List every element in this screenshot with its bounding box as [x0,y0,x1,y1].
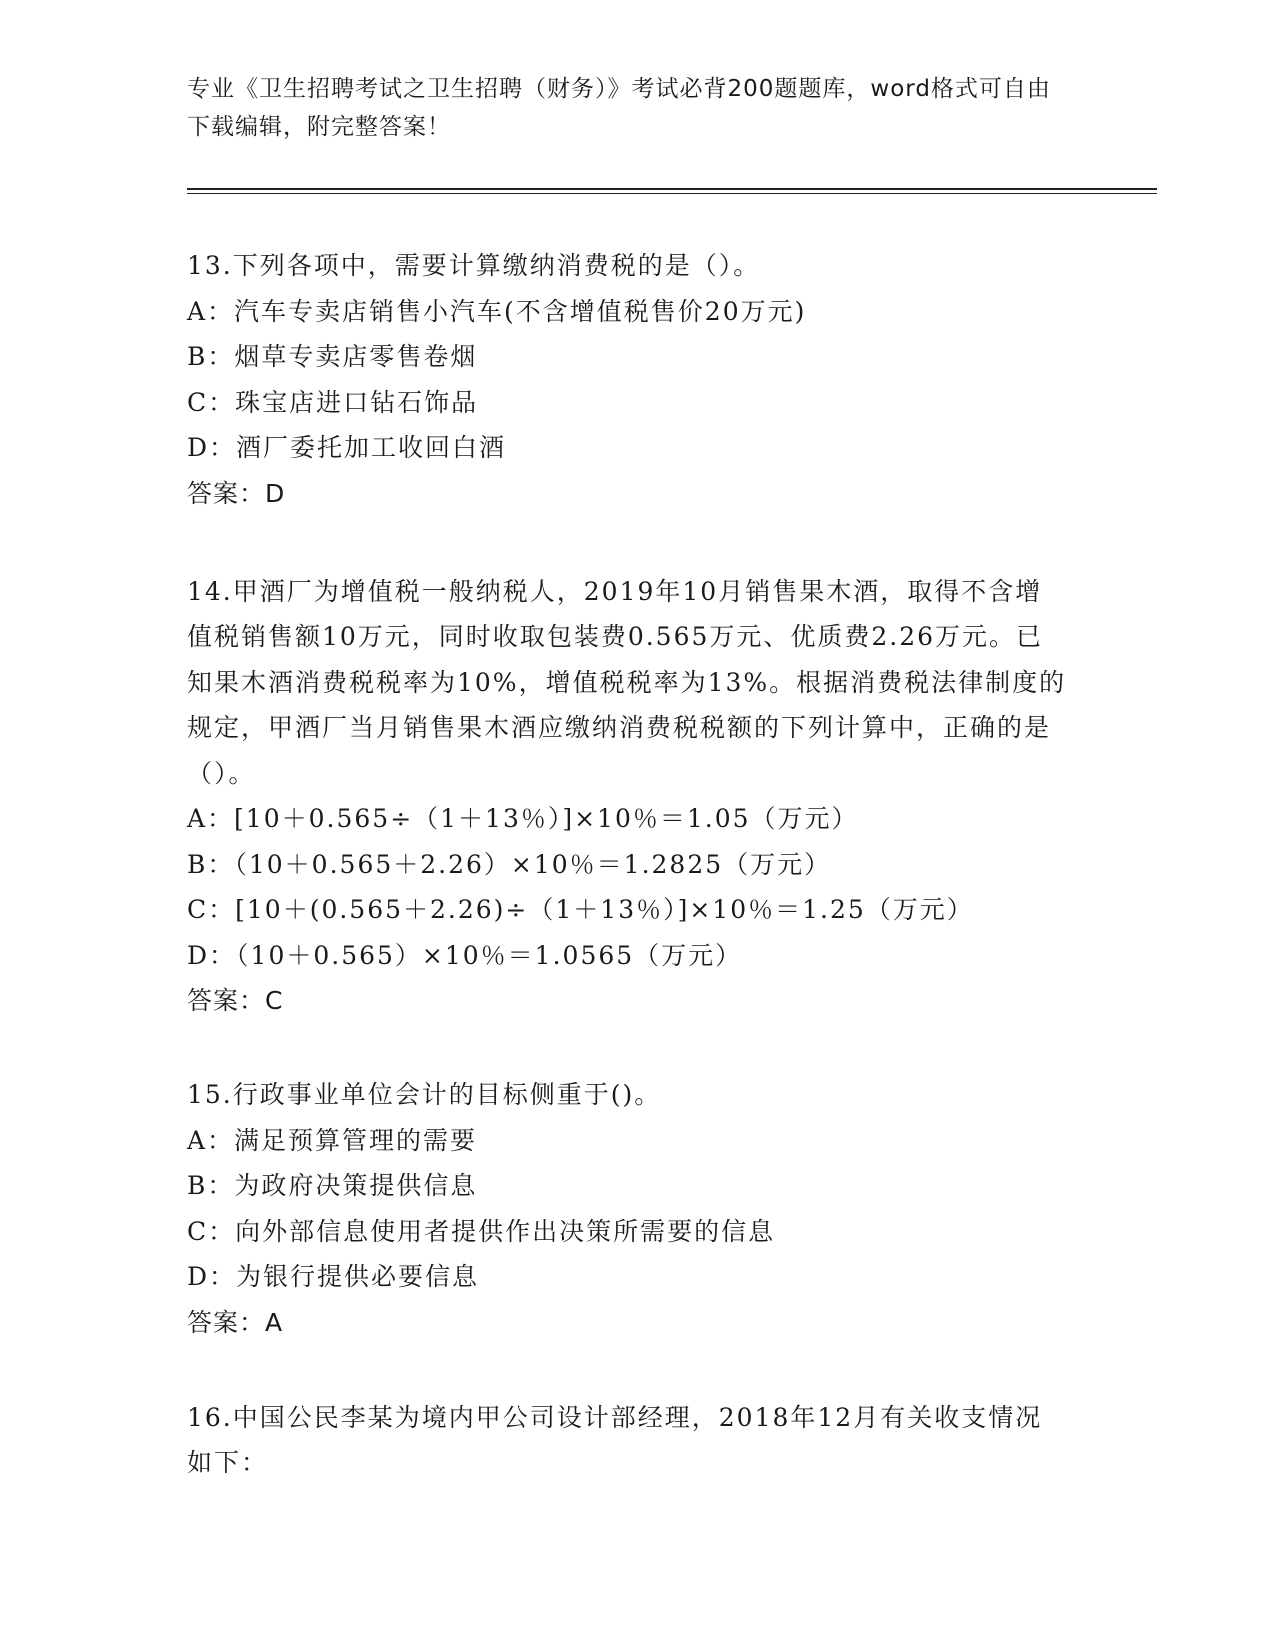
option-c: C：向外部信息使用者提供作出决策所需要的信息 [187,1216,776,1246]
question-14 [187,569,1157,1025]
option-b: B：为政府决策提供信息 [187,1171,478,1200]
answer-line: 答案：C [187,986,284,1015]
document-page [187,70,1157,1486]
answer-line: 答案：A [187,1307,284,1337]
question-text: 15.行政事业单位会计的目标侧重于()。 [187,1080,662,1109]
option-d: D：为银行提供必要信息 [187,1262,480,1291]
option-a: A：汽车专卖店销售小汽车(不含增值税售价20万元) [187,296,807,326]
option-b: B：（10＋0.565＋2.26）×10％＝1.2825（万元） [187,849,832,879]
question-text: 16.中国公民李某为境内甲公司设计部经理，2018年12月有关收支情况如下： [187,1402,1043,1477]
question-13 [187,243,1157,517]
document-header: 专业《卫生招聘考试之卫生招聘（财务）》考试必背200题题库，word格式可自由下载编辑，附完整答案！ [187,76,1051,140]
question-text: 14.甲酒厂为增值税一般纳税人，2019年10月销售果木酒，取得不含增值税销售额10万元，同时收取包装费0.565万元、优质费2.26万元。已知果木酒消费税税率为10%，增值税税率为13%。根据消费税法律制度的规定，甲酒厂当月销售果木酒应缴纳消费税税额的下列计算中，正确的是（）。 [187,576,1067,788]
question-16 [187,1395,1157,1486]
option-d: D：（10＋0.565）×10％＝1.0565（万元） [187,940,743,970]
option-c: C：珠宝店进口钻石饰品 [187,387,479,417]
option-a: A：[10＋0.565÷（1＋13％）]×10％＝1.05（万元） [187,804,859,833]
option-b: B：烟草专卖店零售卷烟 [187,342,478,371]
option-d: D：酒厂委托加工收回白酒 [187,433,507,462]
question-15 [187,1072,1157,1346]
option-a: A：满足预算管理的需要 [187,1125,478,1155]
question-text: 13.下列各项中，需要计算缴纳消费税的是（）。 [187,251,761,280]
option-c: C：[10＋(0.565＋2.26)÷（1＋13％）]×10％＝1.25（万元） [187,895,974,924]
header-divider [187,188,1157,194]
answer-line: 答案：D [187,478,286,508]
